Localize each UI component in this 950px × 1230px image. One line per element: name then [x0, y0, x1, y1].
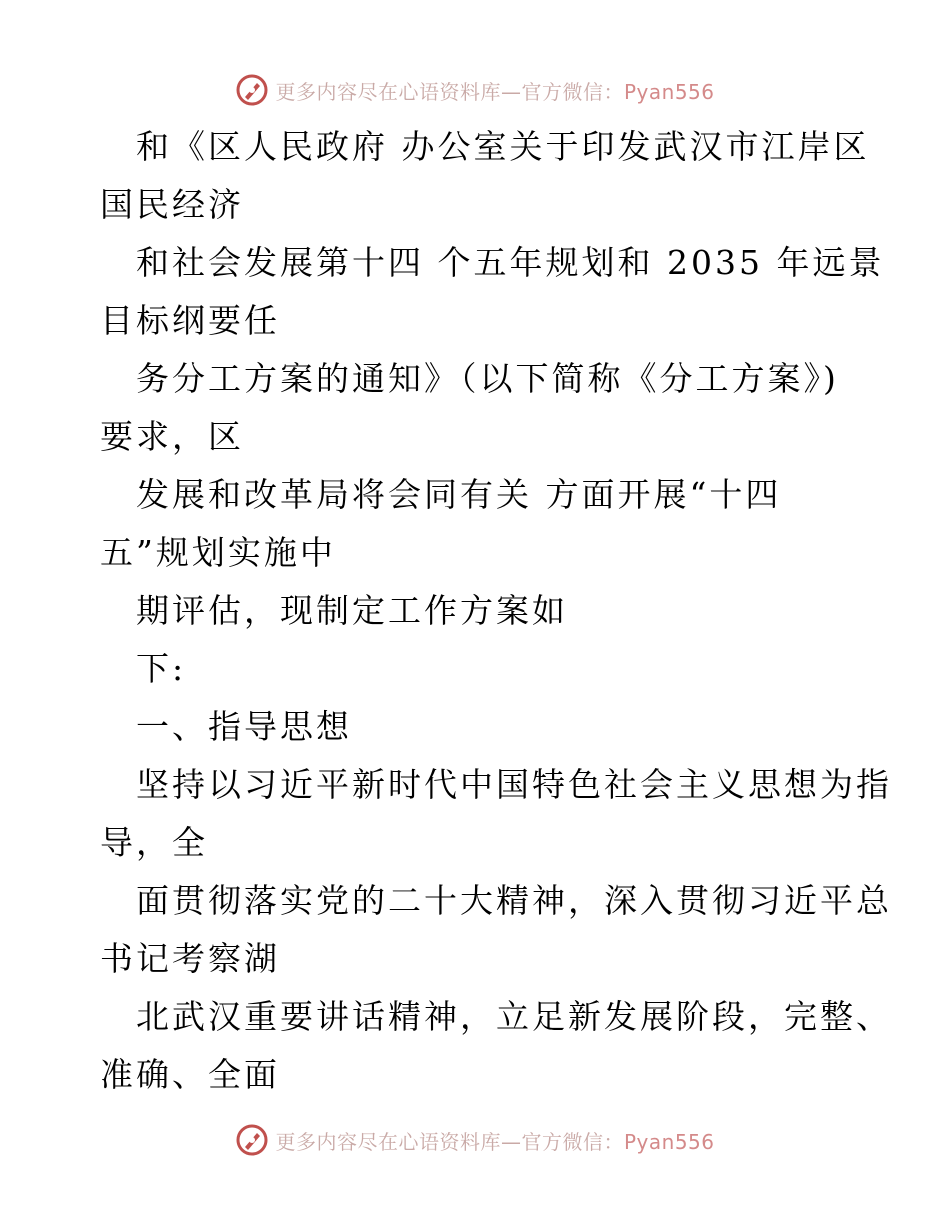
header-watermark — [0, 68, 950, 112]
text-line: 一、指导思想 — [136, 707, 352, 746]
text-line: 发展和改革局将会同有关 方面开展“十四 — [136, 475, 782, 514]
text-line: 和《区人民政府 办公室关于印发武汉市江岸区 — [136, 127, 870, 166]
text-line: 面贯彻落实党的二十大精神，深入贯彻习近平总 — [136, 881, 892, 920]
text-line: 北武汉重要讲话精神，立足新发展阶段，完整、 — [136, 997, 892, 1036]
text-line: 书记考察湖 — [100, 939, 280, 978]
document-body — [100, 118, 892, 1104]
text-line: 和社会发展第十四 个五年规划和 2035 年远景 — [136, 243, 885, 282]
text-line: 要求，区 — [100, 417, 244, 456]
text-line: 坚持以习近平新时代中国特色社会主义思想为指 — [136, 765, 892, 804]
pen-nib-logo-icon — [235, 73, 269, 107]
watermark-text: 更多内容尽在心语资料库—官方微信：Pyan556 — [275, 1129, 715, 1154]
watermark-text: 更多内容尽在心语资料库—官方微信：Pyan556 — [275, 79, 715, 104]
text-line: 务分工方案的通知》（以下简称《分工方案》) — [136, 359, 839, 398]
text-line: 导，全 — [100, 823, 208, 862]
text-line: 五”规划实施中 — [100, 533, 336, 572]
text-line: 下: — [136, 649, 187, 688]
text-line: 国民经济 — [100, 185, 244, 224]
text-line: 准确、全面 — [100, 1055, 280, 1094]
pen-nib-logo-icon — [235, 1123, 269, 1157]
text-line: 期评估，现制定工作方案如 — [136, 591, 568, 630]
text-line: 目标纲要任 — [100, 301, 280, 340]
footer-watermark — [0, 1118, 950, 1162]
